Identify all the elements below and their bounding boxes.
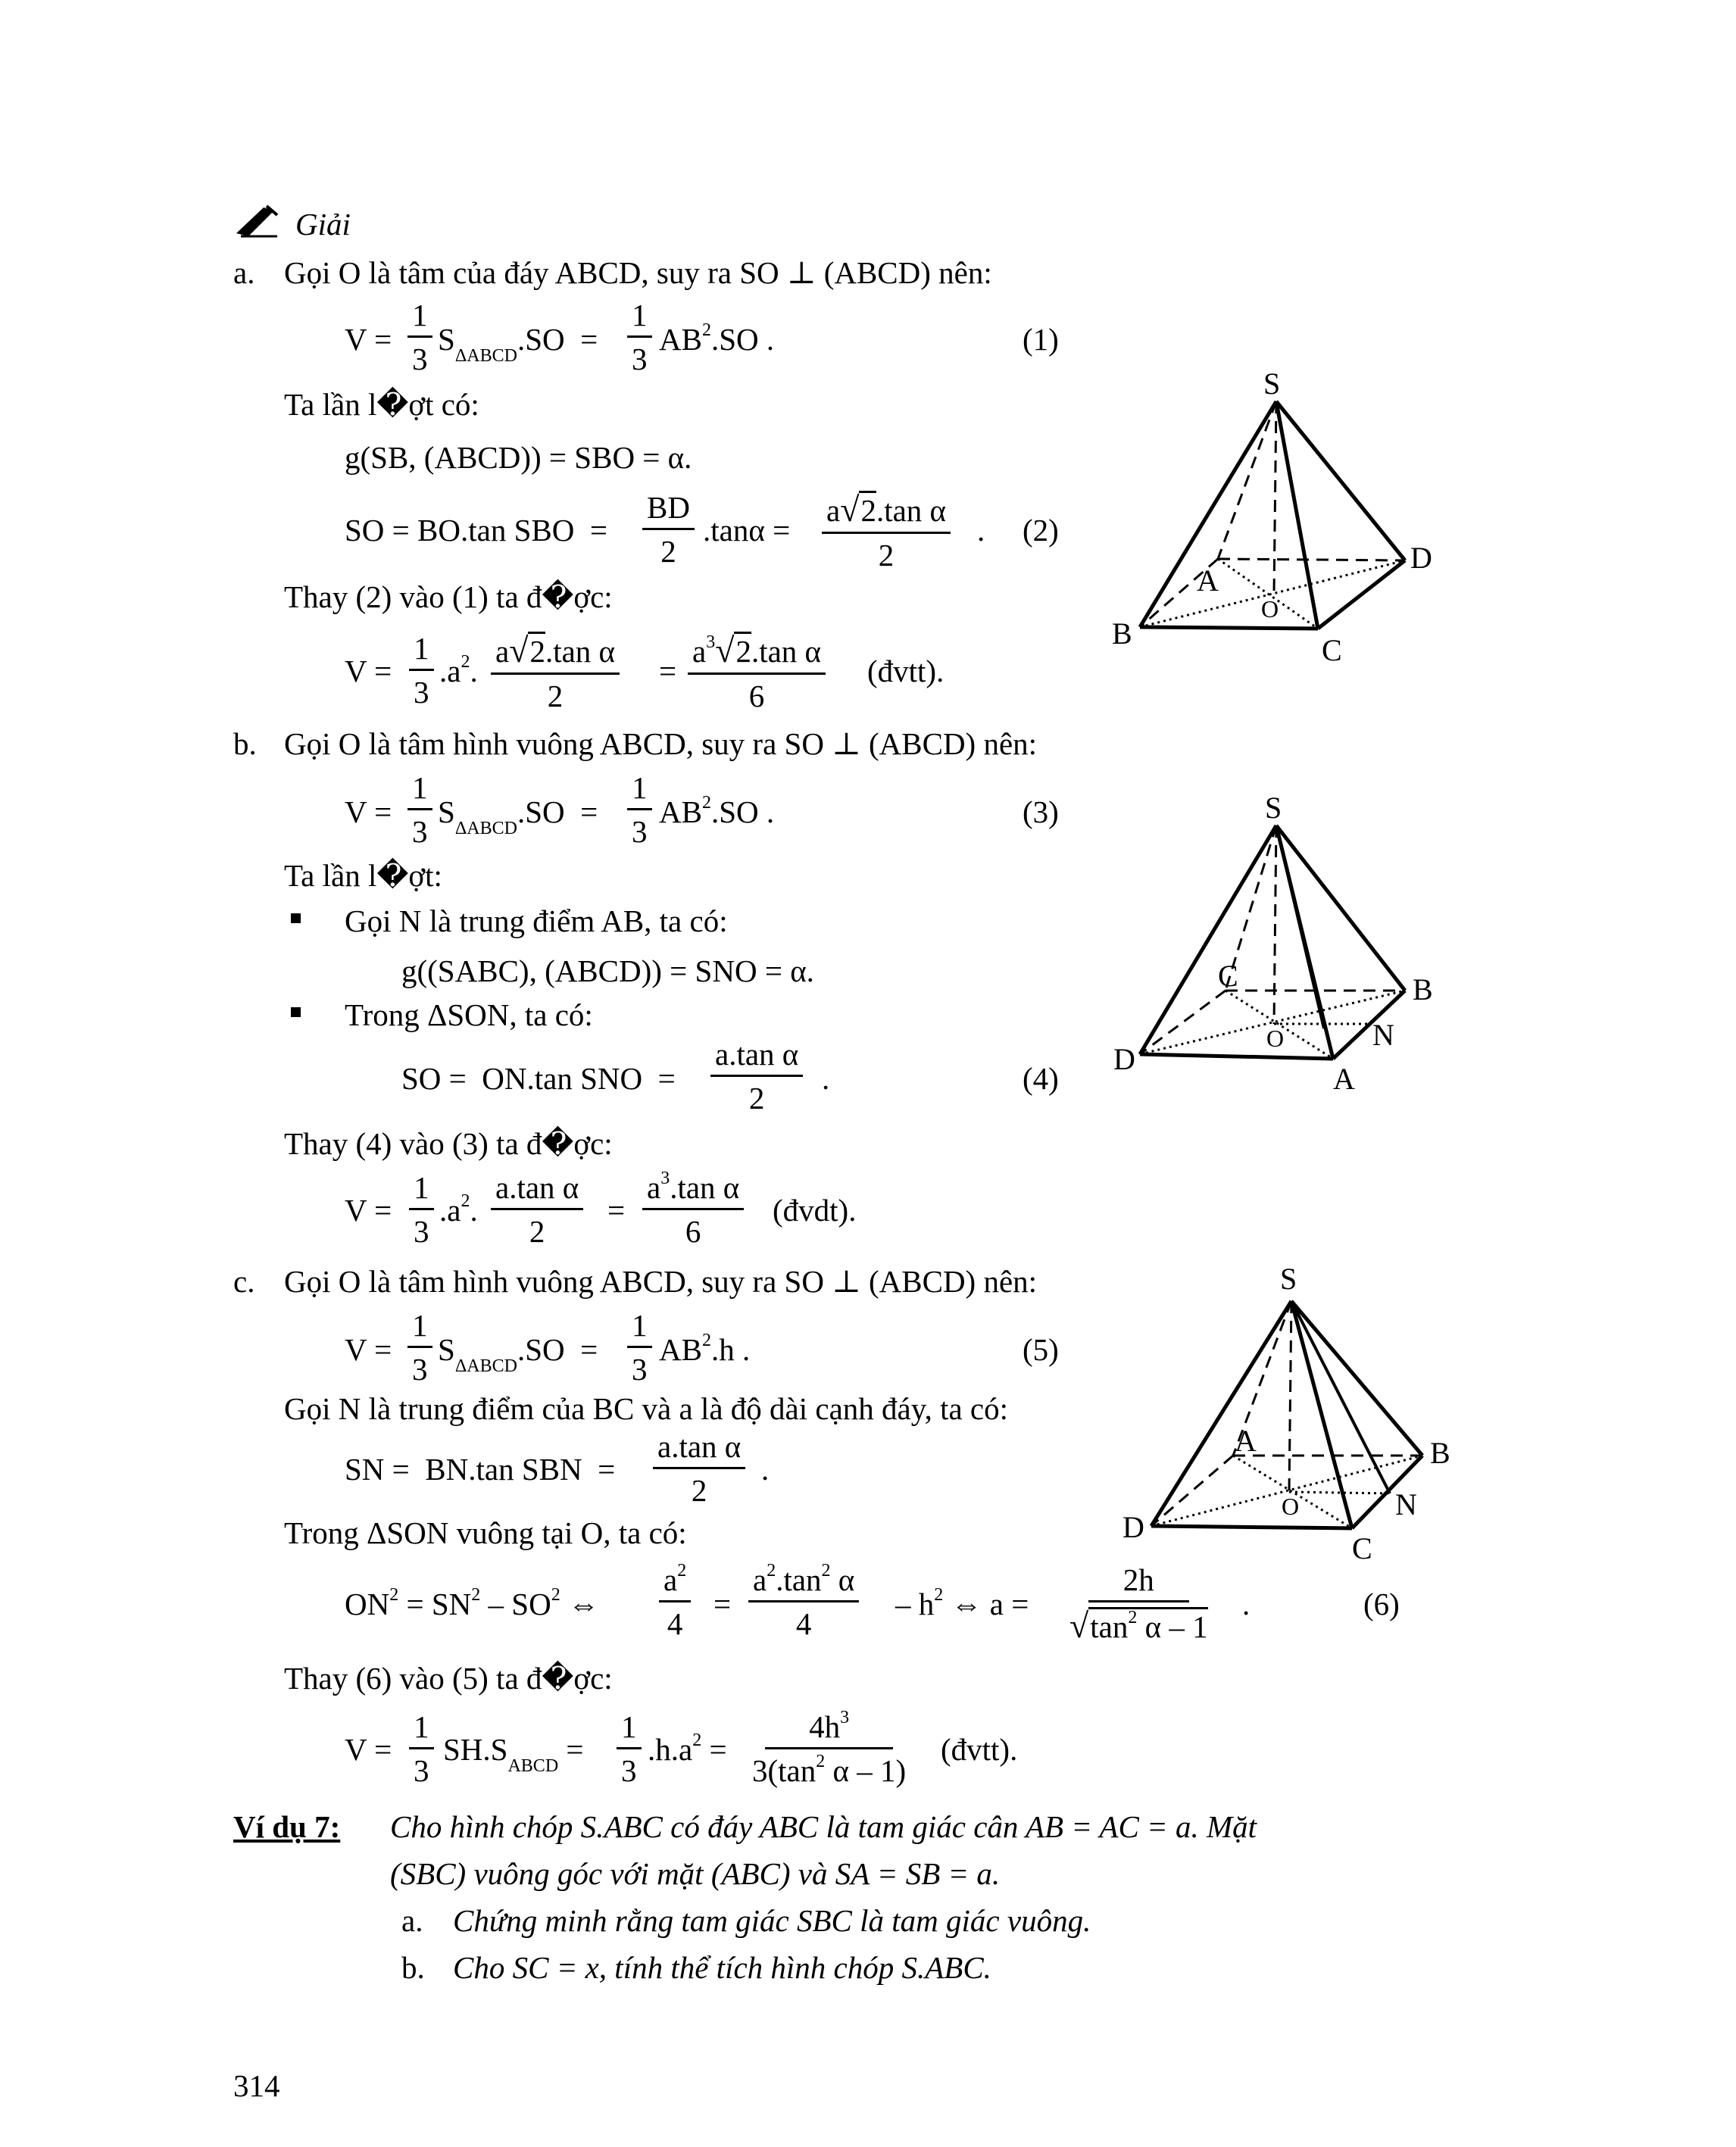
part-b-intro: Gọi O là tâm hình vuông ABCD, suy ra SO ⊥ (ABCD) nên: (284, 726, 1038, 761)
pyramid-figure-1 (1106, 364, 1454, 666)
fig2-label-c: C (1218, 959, 1238, 993)
example-7-item-a: Chứng minh rằng tam giác SBC là tam giác vuông. (453, 1903, 1091, 1938)
part-c-thay-line: Thay (6) vào (5) ta đ�ợc: (284, 1661, 613, 1696)
fig2-label-d: D (1113, 1042, 1135, 1076)
part-b-label: b. (233, 726, 257, 761)
fig1-label-s: S (1263, 367, 1281, 401)
part-c-result-unit: (đvtt). (941, 1732, 1018, 1767)
page-number: 314 (233, 2068, 280, 2103)
example-7-line-1: Cho hình chóp S.ABC có đáy ABC là tam giác cân AB = AC = a. Mặt (390, 1809, 1257, 1844)
fig3-label-d: D (1122, 1510, 1144, 1544)
part-a-ta-lan-luot: Ta lần l�ợt có: (284, 387, 479, 422)
fig2-label-b: B (1413, 972, 1433, 1006)
fig1-label-o: O (1261, 595, 1279, 623)
part-b-bullet-2: Trong ΔSON, ta có: (345, 997, 593, 1032)
part-a-angle-line: g(SB, (ABCD)) = SBO = α. (345, 440, 692, 475)
pyramid-figure-3 (1121, 1257, 1469, 1568)
example-7-item-b: Cho SC = x, tính thể tích hình chóp S.ABC. (453, 1950, 991, 1985)
fig3-label-c: C (1352, 1531, 1372, 1565)
eq6-tag: (6) (1363, 1587, 1400, 1621)
part-b-angle-line: g((SABC), (ABCD)) = SNO = α. (401, 953, 814, 988)
example-7-item-b-label: b. (401, 1950, 425, 1985)
part-b-result-unit: (đvdt). (773, 1193, 857, 1228)
pyramid-figure-2 (1106, 788, 1454, 1091)
fig3-label-b: B (1430, 1436, 1450, 1470)
eq2-tag: (2) (1023, 513, 1059, 548)
example-7-label: Ví dụ 7: (233, 1809, 341, 1844)
part-b-bullet-1: Gọi N là trung điểm AB, ta có: (345, 903, 728, 938)
fig2-label-n: N (1372, 1018, 1394, 1052)
example-7-item-a-label: a. (401, 1903, 423, 1938)
bullet-marker (291, 1007, 301, 1017)
fig3-label-n: N (1395, 1487, 1417, 1521)
example-7-line-2: (SBC) vuông góc với mặt (ABC) và SA = SB = a. (390, 1856, 1001, 1891)
solution-heading: Giải (295, 207, 351, 242)
eq5-tag: (5) (1023, 1332, 1059, 1367)
fig3-label-o: O (1282, 1493, 1300, 1520)
fig1-label-a: A (1197, 563, 1219, 598)
fig2-label-a: A (1333, 1062, 1355, 1091)
part-b-thay-line: Thay (4) vào (3) ta đ�ợc: (284, 1126, 613, 1161)
part-c-label: c. (233, 1264, 255, 1299)
part-a-label: a. (233, 255, 255, 290)
fig2-label-o: O (1266, 1025, 1285, 1052)
writing-hand-icon (233, 203, 280, 239)
part-c-son-line: Trong ΔSON vuông tại O, ta có: (284, 1515, 687, 1550)
fig1-label-b: B (1112, 616, 1132, 651)
part-a-result-unit: (đvtt). (867, 654, 944, 688)
part-c-intro: Gọi O là tâm hình vuông ABCD, suy ra SO ⊥ (ABCD) nên: (284, 1264, 1038, 1299)
bullet-marker (291, 913, 301, 923)
fig1-label-d: D (1410, 541, 1432, 575)
part-a-thay-line: Thay (2) vào (1) ta đ�ợc: (284, 579, 613, 614)
part-c-n-line: Gọi N là trung điểm của BC và a là độ dài cạnh đáy, ta có: (284, 1391, 1008, 1426)
fig3-label-s: S (1280, 1262, 1297, 1296)
fig1-label-c: C (1322, 633, 1342, 666)
eq4-tag: (4) (1023, 1061, 1059, 1096)
fig3-label-a: A (1235, 1424, 1257, 1458)
fig2-label-s: S (1265, 791, 1282, 825)
eq3-tag: (3) (1023, 794, 1059, 829)
eq1-tag: (1) (1023, 322, 1059, 357)
part-a-intro: Gọi O là tâm của đáy ABCD, suy ra SO ⊥ (ABCD) nên: (284, 255, 992, 290)
part-b-ta-lan-luot: Ta lần l�ợt: (284, 858, 442, 893)
